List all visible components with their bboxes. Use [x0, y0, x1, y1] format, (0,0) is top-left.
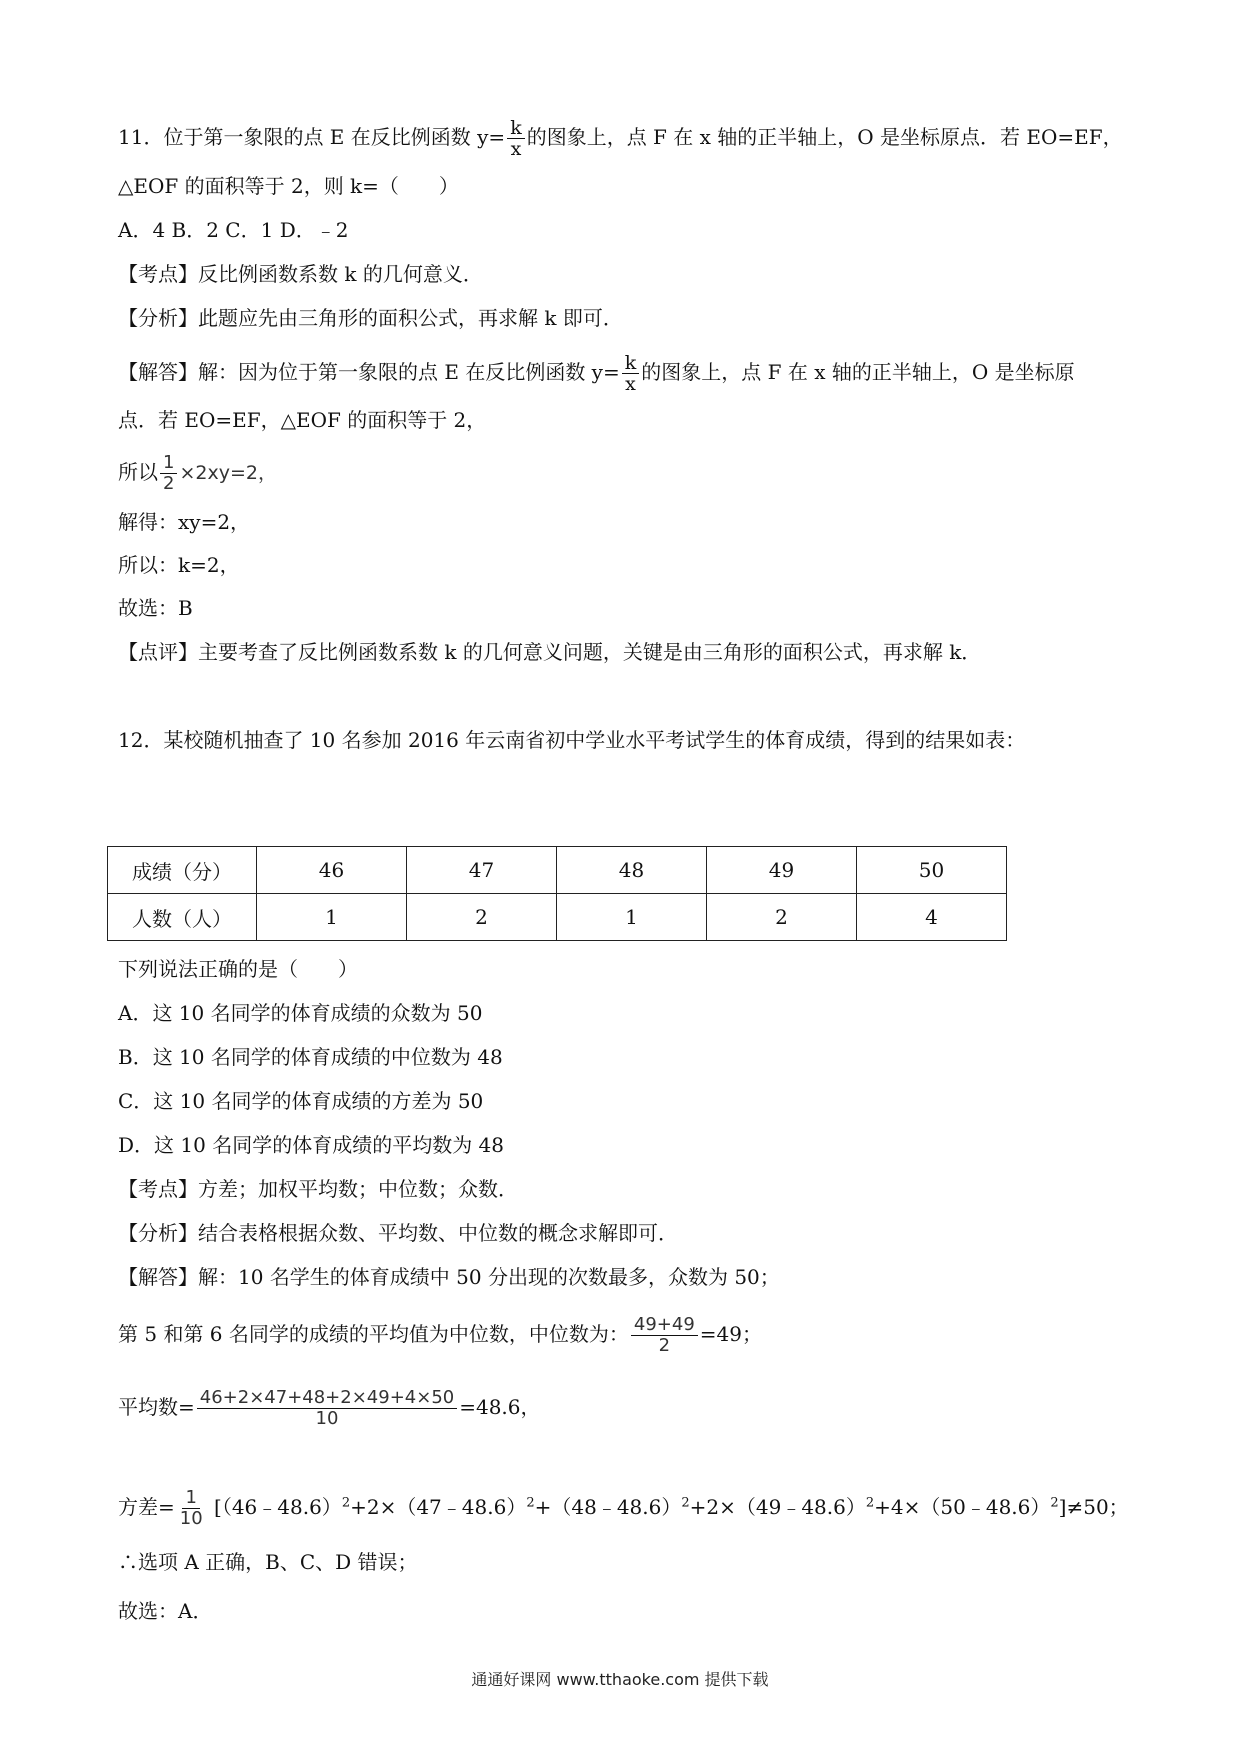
- q12-fenxi: 【分析】结合表格根据众数、平均数、中位数的概念求解即可．: [118, 1221, 678, 1245]
- q12-question: 下列说法正确的是（ ）: [118, 957, 358, 981]
- q11-fenxi: 【分析】此题应先由三角形的面积公式，再求解 k 即可．: [118, 306, 623, 330]
- fraction-numerator: k: [507, 118, 525, 139]
- table-cell: 48: [557, 847, 707, 894]
- q11-jieda-text-cont: 的图象上，点 F 在 x 轴的正半轴上，O 是坐标原: [641, 360, 1075, 384]
- exponent: 2: [865, 1495, 875, 1511]
- q12-stem: 12．某校随机抽查了 10 名参加 2016 年云南省初中学业水平考试学生的体育成绩，得到的结果如表：: [118, 728, 1026, 752]
- median-text: 第 5 和第 6 名同学的成绩的平均值为中位数，中位数为：: [118, 1322, 629, 1346]
- mean-result: =48.6，: [459, 1395, 541, 1419]
- table-row: [108, 847, 1007, 894]
- fraction-one-tenth: [177, 1488, 206, 1529]
- mean-text: 平均数=: [118, 1395, 195, 1419]
- table-cell: 1: [557, 894, 707, 941]
- table-cell: 47: [407, 847, 557, 894]
- variance-result: ]≠50；: [1058, 1495, 1129, 1519]
- variance-term: +4×（50﹣48.6）: [874, 1495, 1051, 1519]
- fraction-denominator: x: [510, 138, 522, 160]
- table-cell: 49: [707, 847, 857, 894]
- fraction-denominator: 2: [658, 1335, 671, 1356]
- variance-term: [（46﹣48.6）: [207, 1495, 342, 1519]
- fraction-k-over-x: [622, 353, 640, 394]
- fraction-numerator: 1: [160, 453, 177, 474]
- fraction-denominator: x: [625, 373, 636, 395]
- fraction-numerator: 46+2×47+48+2×49+4×50: [197, 1388, 457, 1409]
- variance-term: +2×（47﹣48.6）: [350, 1495, 527, 1519]
- table-cell: 1: [257, 894, 407, 941]
- step-expression: ×2xy=2，: [179, 462, 277, 484]
- q11-jieda-line1: [118, 353, 1075, 394]
- q11-choice: 故选：B: [118, 596, 193, 620]
- q11-step2: 解得：xy=2，: [118, 510, 251, 534]
- fraction-numerator: k: [622, 353, 640, 374]
- table-cell: 2: [407, 894, 557, 941]
- q11-jieda-line2: 点．若 EO=EF，△EOF 的面积等于 2，: [118, 408, 487, 432]
- footer-source: 通通好课网 www.tthaoke.com 提供下载: [471, 1670, 769, 1689]
- q12-choice: 故选：A．: [118, 1599, 213, 1623]
- table-cell: 4: [857, 894, 1007, 941]
- q11-kaodian: 【考点】反比例函数系数 k 的几何意义．: [118, 262, 483, 286]
- q11-jieda-text: 【解答】解：因为位于第一象限的点 E 在反比例函数 y=: [118, 360, 620, 384]
- table-header-cell: 成绩（分）: [108, 847, 257, 894]
- q11-step1: [118, 453, 277, 494]
- q11-stem-text: 11．位于第一象限的点 E 在反比例函数 y=: [118, 125, 506, 149]
- q11-stem-text-cont: 的图象上，点 F 在 x 轴的正半轴上，O 是坐标原点．若 EO=EF，: [526, 125, 1123, 149]
- fraction-numerator: 1: [182, 1488, 199, 1509]
- fraction-mean: [197, 1388, 457, 1429]
- fraction-denominator: 10: [179, 1508, 203, 1529]
- q12-option-d: D．这 10 名同学的体育成绩的平均数为 48: [118, 1133, 505, 1157]
- variance-term: +（48﹣48.6）: [534, 1495, 682, 1519]
- variance-term: +2×（49﹣48.6）: [689, 1495, 866, 1519]
- q12-mean-line: [118, 1388, 541, 1429]
- q12-variance-line: [118, 1488, 1129, 1529]
- table-cell: 50: [857, 847, 1007, 894]
- q12-jieda: 【解答】解：10 名学生的体育成绩中 50 分出现的次数最多，众数为 50；: [118, 1265, 780, 1289]
- q12-kaodian: 【考点】方差；加权平均数；中位数；众数．: [118, 1177, 518, 1201]
- q12-option-c: C．这 10 名同学的体育成绩的方差为 50: [118, 1089, 484, 1113]
- fraction-one-half: [160, 453, 177, 494]
- q12-option-b: B．这 10 名同学的体育成绩的中位数为 48: [118, 1045, 503, 1069]
- median-result: =49；: [699, 1322, 762, 1346]
- q12-option-a: A．这 10 名同学的体育成绩的众数为 50: [118, 1001, 483, 1025]
- variance-text: 方差=: [118, 1495, 175, 1519]
- table-cell: 2: [707, 894, 857, 941]
- exponent: 2: [526, 1495, 535, 1511]
- fraction-denominator: 2: [163, 473, 175, 494]
- fraction-k-over-x: [507, 118, 525, 159]
- q12-median-line: [118, 1315, 762, 1356]
- fraction-numerator: 49+49: [631, 1315, 698, 1336]
- table-header-cell: 人数（人）: [108, 894, 257, 941]
- q11-dianping: 【点评】主要考查了反比例函数系数 k 的几何意义问题，关键是由三角形的面积公式，再求解 k．: [118, 640, 982, 664]
- table-cell: 46: [257, 847, 407, 894]
- q11-step3: 所以：k=2，: [118, 553, 240, 577]
- q11-stem-line2: △EOF 的面积等于 2，则 k=（ ）: [118, 174, 459, 198]
- exponent: 2: [1050, 1495, 1059, 1511]
- table-row: [108, 894, 1007, 941]
- score-table: [107, 846, 1007, 941]
- q12-conclusion: ∴选项 A 正确，B、C、D 错误；: [118, 1550, 418, 1574]
- fraction-median: [631, 1315, 698, 1356]
- q11-stem-line1: [118, 118, 1123, 159]
- exponent: 2: [341, 1495, 351, 1511]
- step-prefix: 所以: [118, 460, 158, 484]
- exponent: 2: [681, 1495, 690, 1511]
- q11-options: A．4 B．2 C．1 D．﹣2: [118, 218, 349, 242]
- fraction-denominator: 10: [315, 1408, 339, 1429]
